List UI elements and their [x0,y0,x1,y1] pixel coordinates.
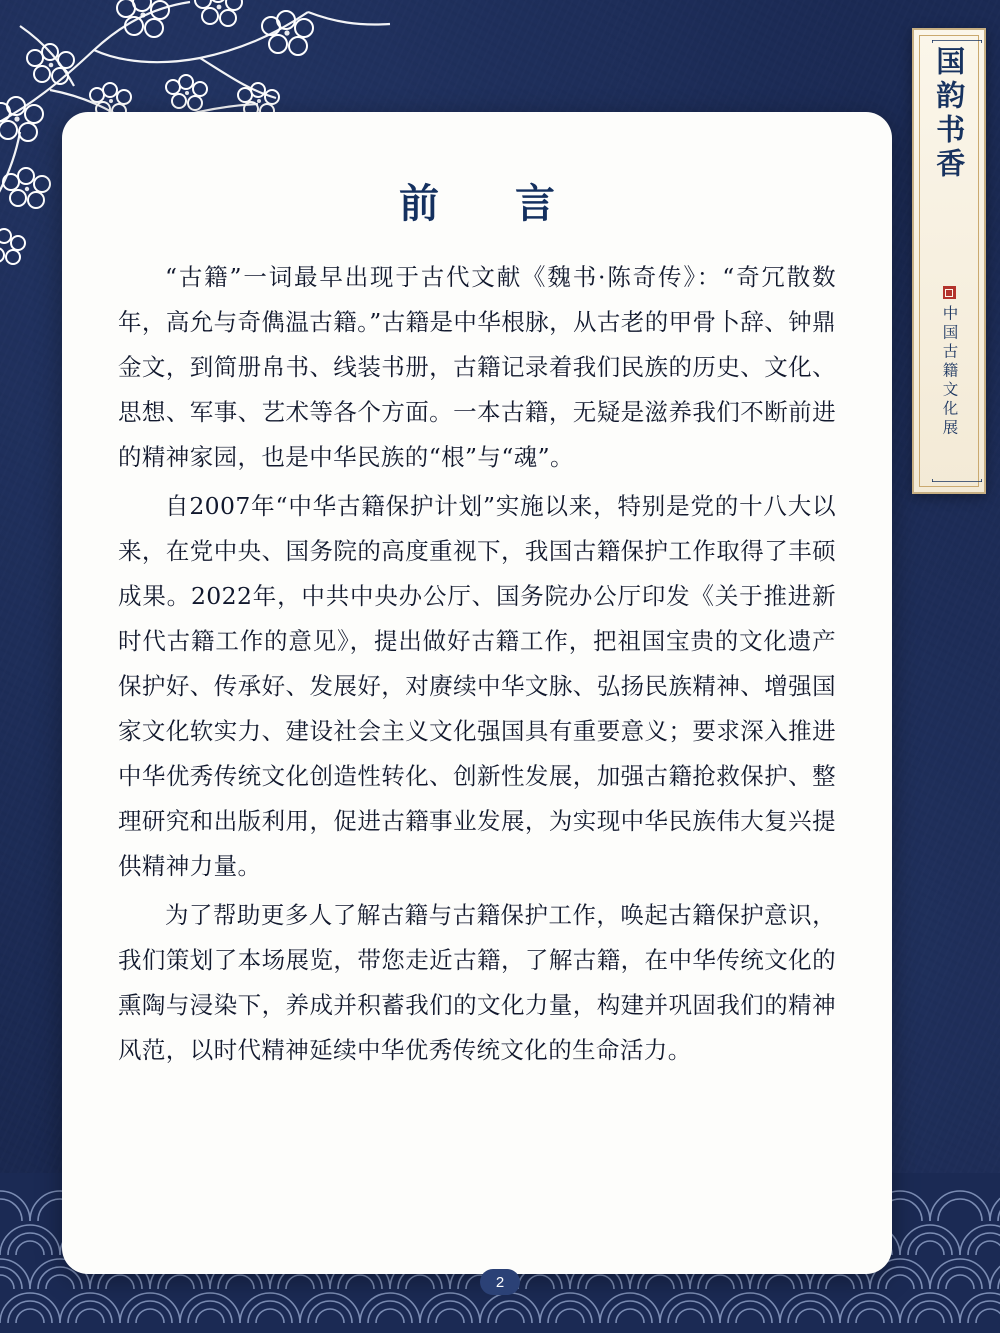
bracket-bottom-icon [932,478,982,482]
page-number-badge: 2 [480,1269,520,1295]
paragraph-2: 自2007年“中华古籍保护计划”实施以来，特别是党的十八大以来，在党中央、国务院的高度重视下，我国古籍保护工作取得了丰硕成果。2022年，中共中央办公厅、国务院办公厅印发《关于推进新时代古籍工作的意见》，提出做好古籍工作，把祖国宝贵的文化遗产保护好、传承好、发展好，对赓续中华文脉、弘扬民族精神、增强国家文化软实力、建设社会主义文化强国具有重要意义；要求深入推进中华优秀传统文化创造性转化、创新性发展，加强古籍抢救保护、整理研究和出版利用，促进古籍事业发展，为实现中华民族伟大复兴提供精神力量。 [118,492,836,880]
exhibition-title-banner [912,28,986,494]
banner-main-title: 国韵书香 [932,46,967,182]
paragraph-1: “古籍”一词最早出现于古代文献《魏书·陈奇传》：“奇冗散数年，高允与奇儁温古籍。”古籍是中华根脉，从古老的甲骨卜辞、钟鼎金文，到简册帛书、线装书册，古籍记录着我们民族的历史、文化、思想、军事、艺术等各个方面。一本古籍，无疑是滋养我们不断前进的精神家园，也是中华民族的“根”与“魂”。 [118,263,836,471]
content-card [62,112,892,1274]
banner-subtitle: 中国古籍文化展 [940,305,959,438]
bracket-top-icon [932,40,982,44]
page-title: 前 言 [399,180,573,227]
square-seal-icon [943,286,956,299]
paragraph-3: 为了帮助更多人了解古籍与古籍保护工作，唤起古籍保护意识，我们策划了本场展览，带您走近古籍，了解古籍，在中华传统文化的熏陶与浸染下，养成并积蓄我们的文化力量，构建并巩固我们的精神风范，以时代精神延续中华优秀传统文化的生命活力。 [118,901,836,1064]
